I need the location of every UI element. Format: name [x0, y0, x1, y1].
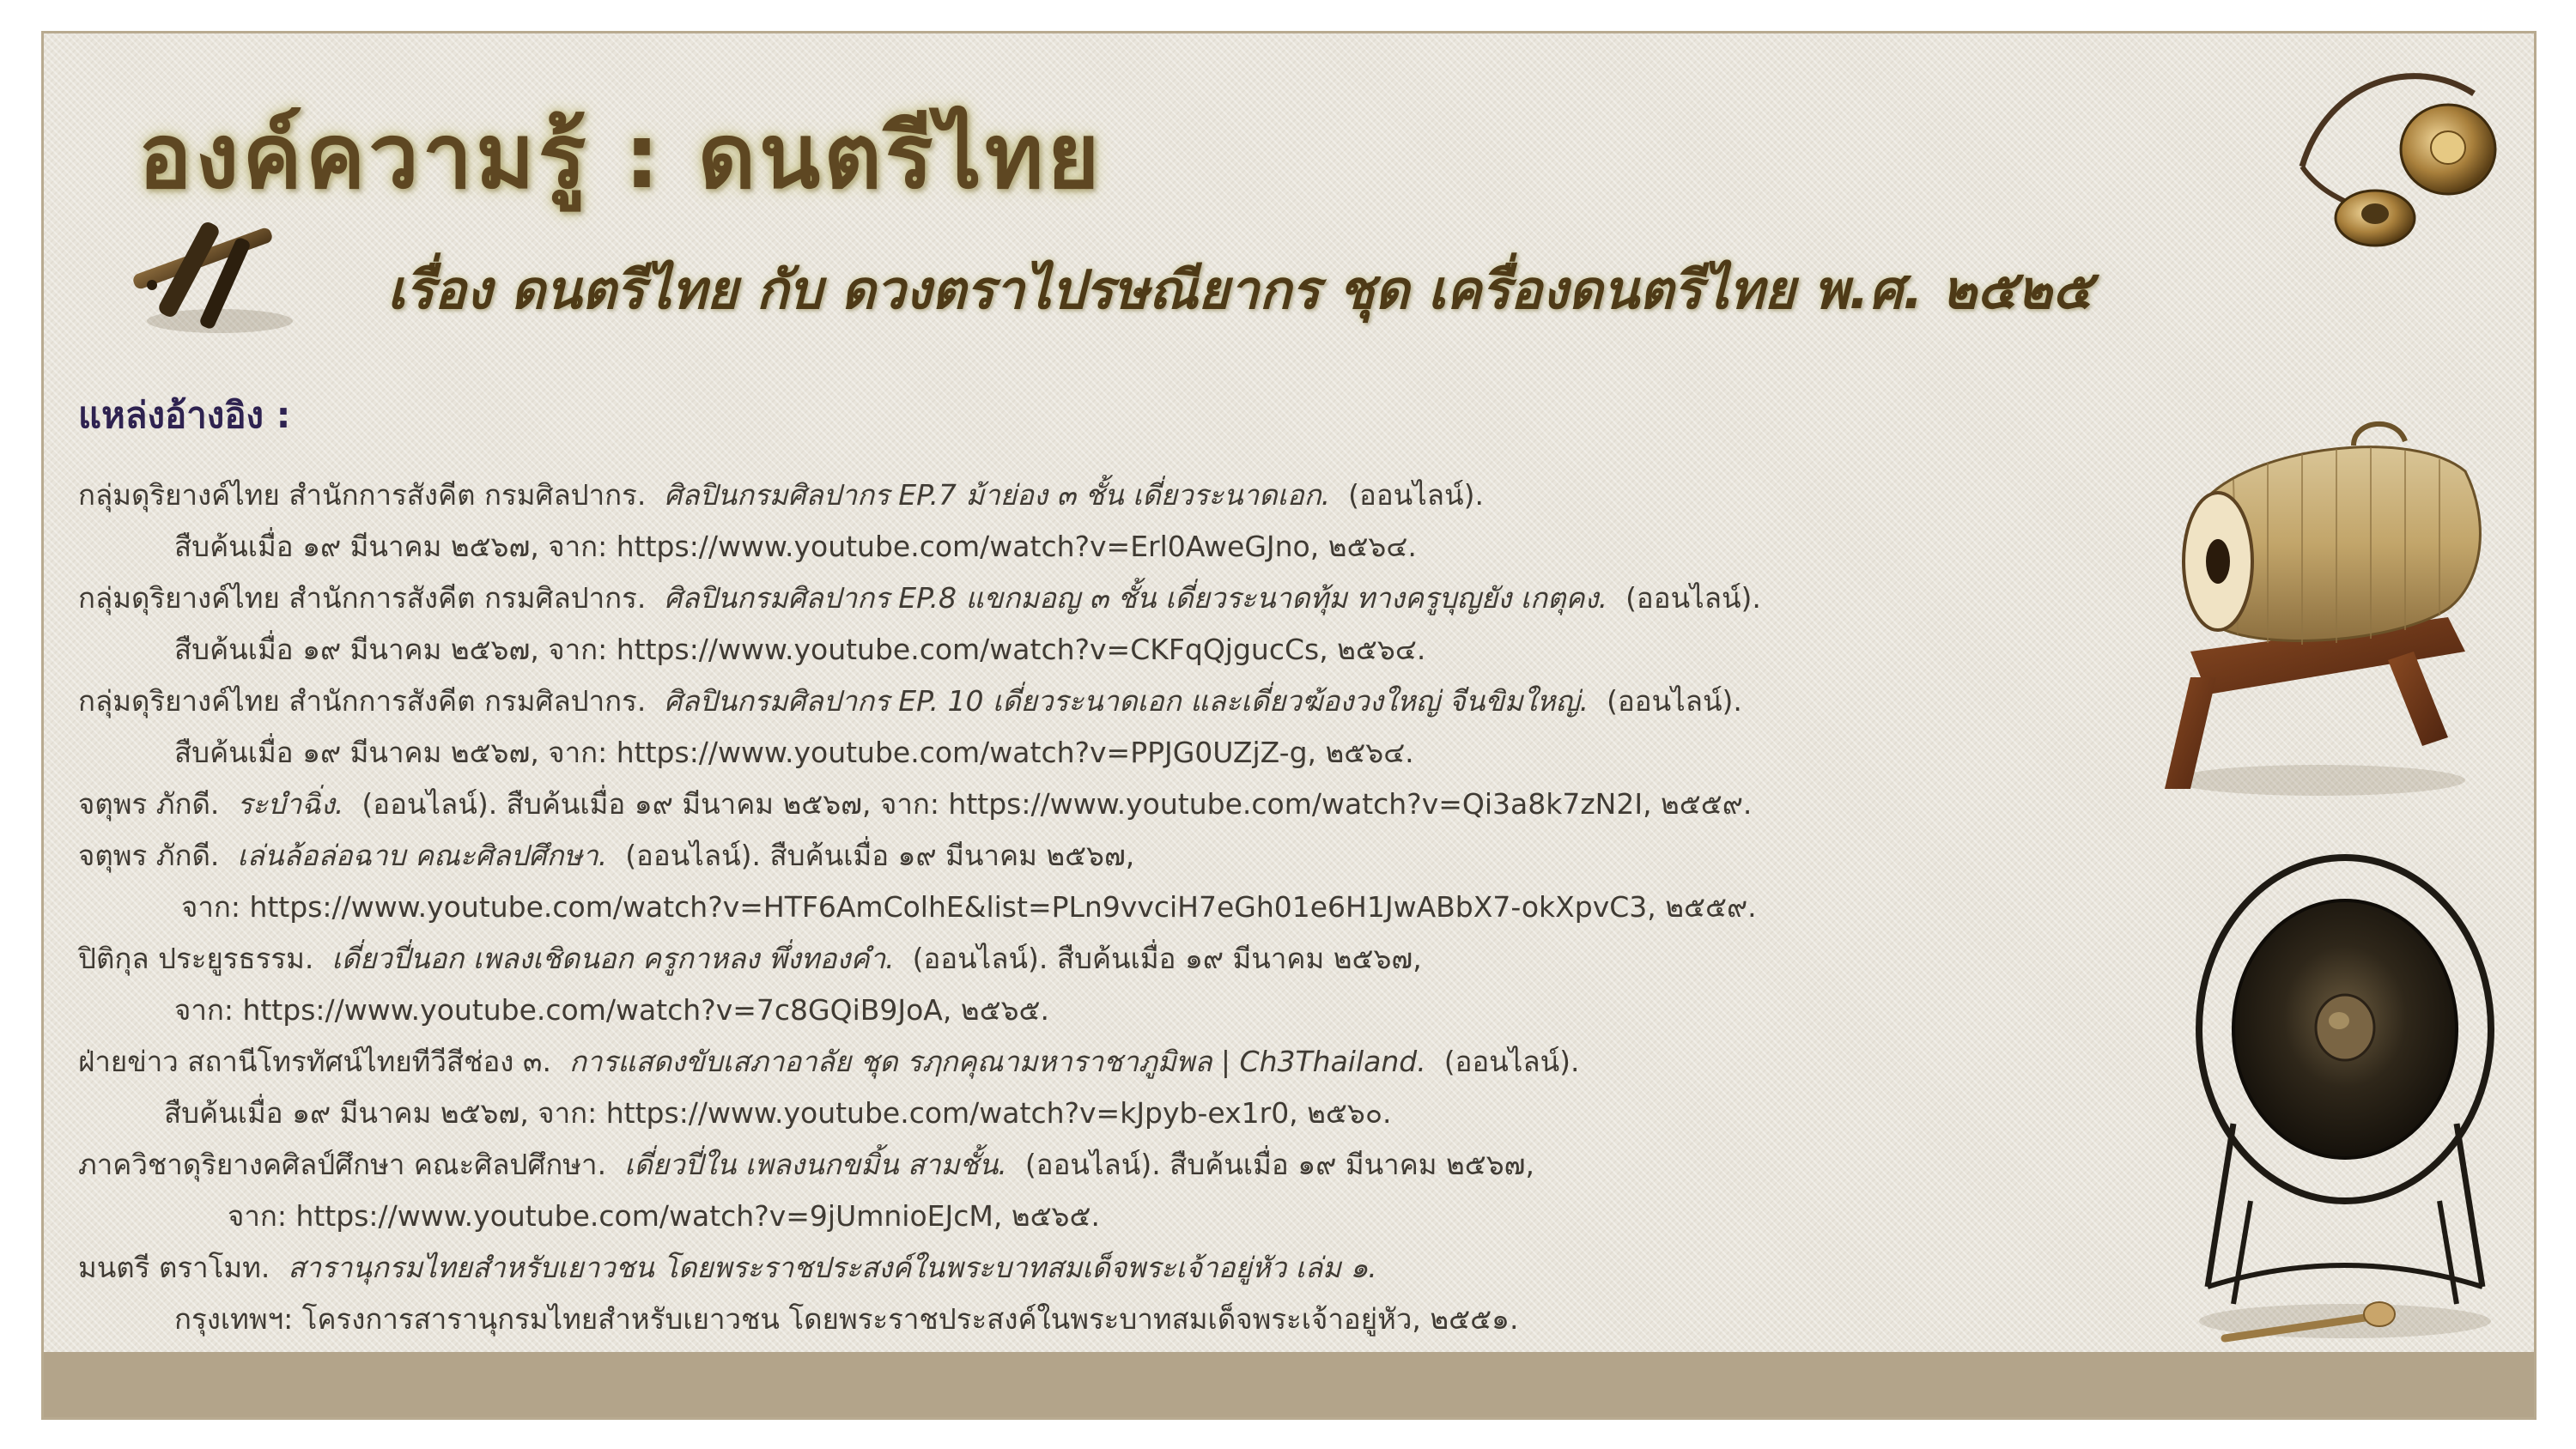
- ching-cymbals-icon: [2276, 46, 2534, 252]
- reference-line: สืบค้นเมื่อ ๑๙ มีนาคม ๒๕๖๗, จาก: https://www.youtube.com/watch?v=Erl0AweGJno, ๒๕๖๔.: [174, 530, 1417, 563]
- reference-line: กลุ่มดุริยางค์ไทย สำนักการสังคีต กรมศิลปากร. ศิลปินกรมศิลปากร EP. 10 เดี่ยวระนาดเอก และเดี่ยวฆ้องวงใหญ่ จีนขิมใหญ่. (ออนไลน์).: [78, 684, 1742, 718]
- reference-line: จาก: https://www.youtube.com/watch?v=HTF6AmColhE&list=PLn9vvciH7eGh01e6H1JwABbX7-okXpvC3, ๒๕๕๙.: [181, 890, 1757, 924]
- references-heading: แหล่งอ้างอิง :: [78, 394, 291, 436]
- page-title: องค์ความรู้ : ดนตรีไทย: [138, 104, 1103, 209]
- reference-line: จาก: https://www.youtube.com/watch?v=9jUmnioEJcM, ๒๕๖๕.: [228, 1199, 1100, 1233]
- slide-frame: [41, 31, 2537, 1420]
- reference-line: จตุพร ภักดี. เล่นล้อล่อฉาบ คณะศิลปศึกษา. (ออนไลน์). สืบค้นเมื่อ ๑๙ มีนาคม ๒๕๖๗,: [78, 839, 1135, 872]
- reference-line: กรุงเทพฯ: โครงการสารานุกรมไทยสำหรับเยาวชน โดยพระราชประสงค์ในพระบาทสมเด็จพระเจ้าอยู่หัว, ๒๕๕๑.: [174, 1302, 1519, 1336]
- thai-drum-icon: [2139, 394, 2500, 806]
- reference-line: สืบค้นเมื่อ ๑๙ มีนาคม ๒๕๖๗, จาก: https://www.youtube.com/watch?v=PPJG0UZjZ-g, ๒๕๖๔.: [174, 736, 1414, 769]
- page-subtitle: เรื่อง ดนตรีไทย กับ ดวงตราไปรษณียากร ชุด เครื่องดนตรีไทย พ.ศ. ๒๕๒๕: [387, 258, 2093, 321]
- reference-line: สืบค้นเมื่อ ๑๙ มีนาคม ๒๕๖๗, จาก: https://www.youtube.com/watch?v=CKFqQjgucCs, ๒๕๖๔.: [174, 633, 1426, 666]
- reference-line: สืบค้นเมื่อ ๑๙ มีนาคม ๒๕๖๗, จาก: https://www.youtube.com/watch?v=kJpyb-ex1r0, ๒๕๖๐.: [164, 1096, 1392, 1130]
- reference-line: จาก: https://www.youtube.com/watch?v=7c8GQiB9JoA, ๒๕๖๕.: [174, 993, 1050, 1027]
- reference-line: ภาควิชาดุริยางคศิลป์ศึกษา คณะศิลปศึกษา. เดี่ยวปี่ใน เพลงนกขมิ้น สามชั้น. (ออนไลน์). สืบค้นเมื่อ ๑๙ มีนาคม ๒๕๖๗,: [78, 1148, 1534, 1181]
- reference-line: จตุพร ภักดี. ระบำฉิ่ง. (ออนไลน์). สืบค้นเมื่อ ๑๙ มีนาคม ๒๕๖๗, จาก: https://www.youtube.com/watch?v=Qi3a8k7zN2I, ๒๕๕๙.: [78, 787, 1753, 821]
- references-list: [78, 470, 2087, 1345]
- gong-icon: [2173, 840, 2517, 1373]
- reference-line: กลุ่มดุริยางค์ไทย สำนักการสังคีต กรมศิลปากร. ศิลปินกรมศิลปากร EP.8 แขกมอญ ๓ ชั้น เดี่ยวระนาดทุ้ม ทางครูบุญยัง เกตุคง. (ออนไลน์).: [78, 581, 1761, 615]
- reference-line: ฝ่ายข่าว สถานีโทรทัศน์ไทยทีวีสีช่อง ๓. การแสดงขับเสภาอาลัย ชุด รฦกคุณามหาราชาภูมิพล | Ch3Thailand. (ออนไลน์).: [78, 1045, 1580, 1078]
- reference-line: ปิติกุล ประยูรธรรม. เดี่ยวปี่นอก เพลงเชิดนอก ครูกาหลง พึ่งทองคำ. (ออนไลน์). สืบค้นเมื่อ ๑๙ มีนาคม ๒๕๖๗,: [78, 942, 1422, 975]
- reference-line: กลุ่มดุริยางค์ไทย สำนักการสังคีต กรมศิลปากร. ศิลปินกรมศิลปากร EP.7 ม้าย่อง ๓ ชั้น เดี่ยวระนาดเอก. (ออนไลน์).: [78, 478, 1484, 512]
- reference-line: มนตรี ตราโมท. สารานุกรมไทยสำหรับเยาวชน โดยพระราชประสงค์ในพระบาทสมเด็จพระเจ้าอยู่หัว เล่ม ๑.: [78, 1251, 1377, 1284]
- flute-sticks-icon: [121, 184, 310, 347]
- footer-band: [44, 1352, 2534, 1417]
